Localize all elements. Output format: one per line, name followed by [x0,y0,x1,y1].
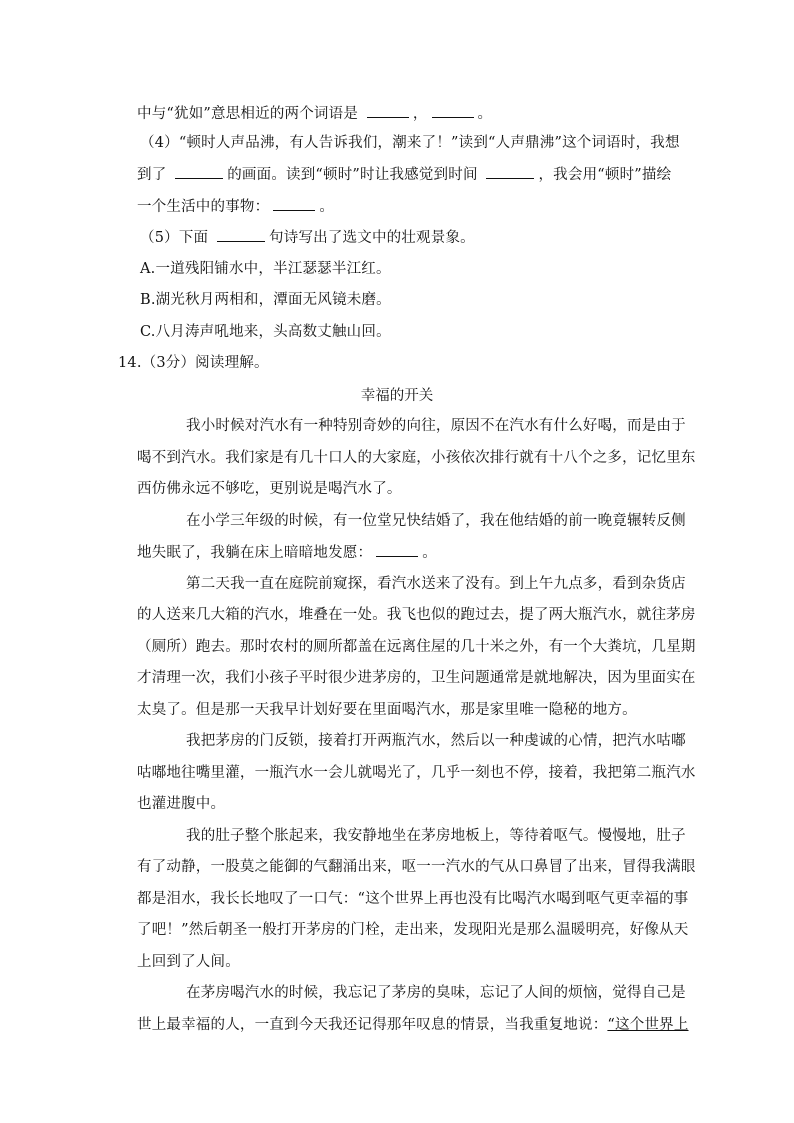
q13-part4-line1: （4）“顿时人声品沸，有人告诉我们，潮来了！”读到“人声鼎沸”这个词语时，我想 [140,135,680,151]
para4-line: 我把茅房的门反锁，接着打开两瓶汽水，然后以一种虔诚的心情，把汽水咕嘟 [186,733,686,749]
para5-line: 都是泪水，我长长地叹了一口气：“这个世界上再也没有比喝汽水喝到呕气更幸福的事 [137,891,689,907]
option-a: A.一道残阳铺水中，半江瑟瑟半江红。 [140,261,391,277]
para6-line: 在茅房喝汽水的时候，我忘记了茅房的臭味，忘记了人间的烦恼，觉得自己是 [186,985,686,1001]
answer-blank[interactable] [217,227,265,242]
q13-part5-text: （5）下面 [140,230,209,246]
q13-part4-text: 一个生活中的事物： [137,199,270,215]
answer-blank[interactable] [486,164,534,179]
para5-line: 我的肚子整个胀起来，我安静地坐在茅房地板上，等待着呕气。慢慢地，肚子 [186,828,686,844]
para6-text: 世上最幸福的人，一直到今天我还记得那年叹息的情景，当我重复地说： [137,1017,608,1033]
q14-header: 14.（3分）阅读理解。 [118,355,269,371]
q13-part4-line2 [137,164,671,185]
q13-part4-line3 [137,196,334,217]
q13-part4-text: 到了 [137,167,167,183]
para4-line: 也灌进腹中。 [137,796,226,812]
q13-period: 。 [319,199,335,215]
answer-blank[interactable] [367,103,409,118]
para2-line: 在小学三年级的时候，有一位堂兄快结婚了，我在他结婚的前一晚竟辗转反侧 [186,513,686,529]
q13-separator: ， [412,106,428,122]
answer-blank[interactable] [376,542,418,557]
para6-underlined-quote: “这个世界上 [607,1017,689,1033]
para3-line: 的人送来几大箱的汽水，堆叠在一处。我飞也似的跑过去，提了两大瓶汽水，就往茅房 [137,607,696,623]
q13-part4-text: 的画面。读到“顿时”时让我感觉到时间 [227,167,478,183]
para2-text: 地失眠了，我躺在床上暗暗地发愿： [137,545,373,561]
para5-line: 上回到了人间。 [137,954,240,970]
q13-part4-text: ，我会用“顿时”描绘 [538,167,672,183]
para3-line: 才清理一次，我们小孩子平时很少进茅房的，卫生问题通常是就地解决，因为里面实在 [137,670,696,686]
para1-line: 喝不到汽水。我们家是有几十口人的大家庭，小孩依次排行就有十八个之多，记忆里东 [137,450,696,466]
para3-line: 第二天我一直在庭院前窥探，看汽水送来了没有。到上午九点多，看到杂货店 [186,576,686,592]
para5-line: 了吧！”然后朝圣一般打开茅房的门栓，走出来，发现阳光是那么温暖明亮，好像从天 [137,922,689,938]
para2-line [137,542,437,563]
answer-blank[interactable] [432,103,474,118]
answer-blank[interactable] [175,164,223,179]
q13-part5-text: 句诗写出了选文中的壮观景象。 [269,230,475,246]
option-c: C.八月涛声吼地来，头高数丈触山回。 [140,324,391,340]
para6-line [137,1015,689,1035]
q13-part5-line [140,227,475,248]
para1-line: 我小时候对汽水有一种特别奇妙的向往，原因不在汽水有什么好喝，而是由于 [186,418,686,434]
option-b: B.湖光秋月两相和，潭面无风镜未磨。 [140,292,391,308]
answer-blank[interactable] [273,196,315,211]
para4-line: 咕嘟地往嘴里灌，一瓶汽水一会儿就喝光了，几乎一刻也不停，接着，我把第二瓶汽水 [137,765,696,781]
para3-line: （厕所）跑去。那时农村的厕所都盖在远离住屋的几十米之外，有一个大粪坑，几星期 [137,639,696,655]
para2-period: 。 [422,545,437,561]
para1-line: 西仿佛永远不够吃，更别说是喝汽水了。 [137,481,402,497]
para3-line: 太臭了。但是那一天我早计划好要在里面喝汽水，那是家里唯一隐秘的地方。 [137,702,637,718]
passage-title: 幸福的开关 [360,388,434,404]
q13-period: 。 [477,106,493,122]
para5-line: 有了动静，一股莫之能御的气翻涌出来，呕一一汽水的气从口鼻冒了出来，冒得我满眼 [137,859,696,875]
q13-synonym-text: 中与“犹如”意思相近的两个词语是 [137,106,359,122]
q13-synonym-line [137,103,492,124]
